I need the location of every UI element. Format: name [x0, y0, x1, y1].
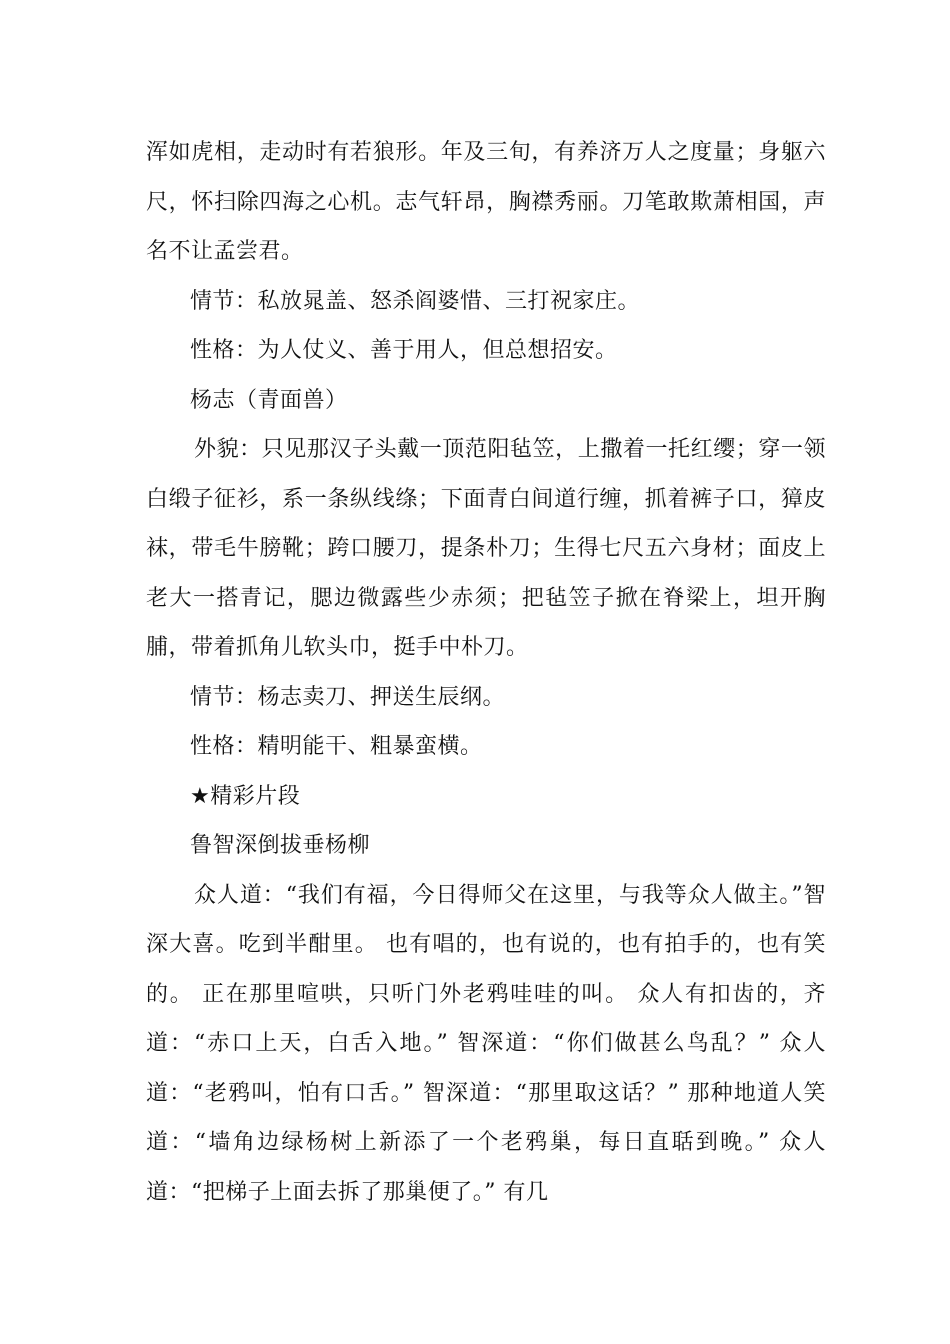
song-jiang-appearance-continued: 浑如虎相，走动时有若狼形。年及三旬，有养济万人之度量；身躯六尺，怀扫除四海之心机。志气轩昂，胸襟秀丽。刀笔敢欺萧相国，声名不让孟尝君。	[146, 140, 826, 264]
yang-zhi-plot: 情节：杨志卖刀、押送生辰纲。	[190, 684, 506, 710]
yang-zhi-appearance: 外貌：只见那汉子头戴一顶范阳毡笠，上撒着一托红缨；穿一领白缎子征衫，系一条纵线绦；下面青白间道行缠，抓着裤子口，獐皮袜，带毛牛膀靴；跨口腰刀，提条朴刀；生得七尺五六身材；面皮上老大一搭青记，腮边微露些少赤须；把毡笠子掀在脊梁上，坦开胸脯，带着抓角儿软头巾，挺手中朴刀。	[146, 437, 826, 660]
song-jiang-character: 性格：为人仗义、善于用人，但总想招安。	[190, 338, 618, 363]
excerpt-title: 鲁智深倒拔垂杨柳	[190, 833, 371, 858]
song-jiang-plot: 情节：私放晁盖、怒杀阎婆惜、三打祝家庄。	[190, 288, 641, 314]
yang-zhi-heading: 杨志（青面兽）	[190, 387, 348, 413]
excerpt-body: 众人道：“我们有福，今日得师父在这里，与我等众人做主。”智深大喜。吃到半酣里。 也有唱的，也有说的，也有拍手的，也有笑的。 正在那里喧哄，只听门外老鸦哇哇的叫。 众人有扣齿的，齐道：“赤口上天，白舌入地。” 智深道：“你们做甚么鸟乱？” 众人道：“老鸦叫，怕有口舌。” 智深道：“那里取这话？” 那种地道人笑道：“墙角边绿杨树上新添了一个老鸦巢，每日直聒到晚。” 众人道：“把梯子上面去拆了那巢便了。” 有几	[146, 882, 826, 1205]
document-body	[146, 128, 826, 1217]
highlight-section-heading: ★精彩片段	[190, 783, 301, 809]
yang-zhi-character: 性格：精明能干、粗暴蛮横。	[190, 734, 483, 759]
